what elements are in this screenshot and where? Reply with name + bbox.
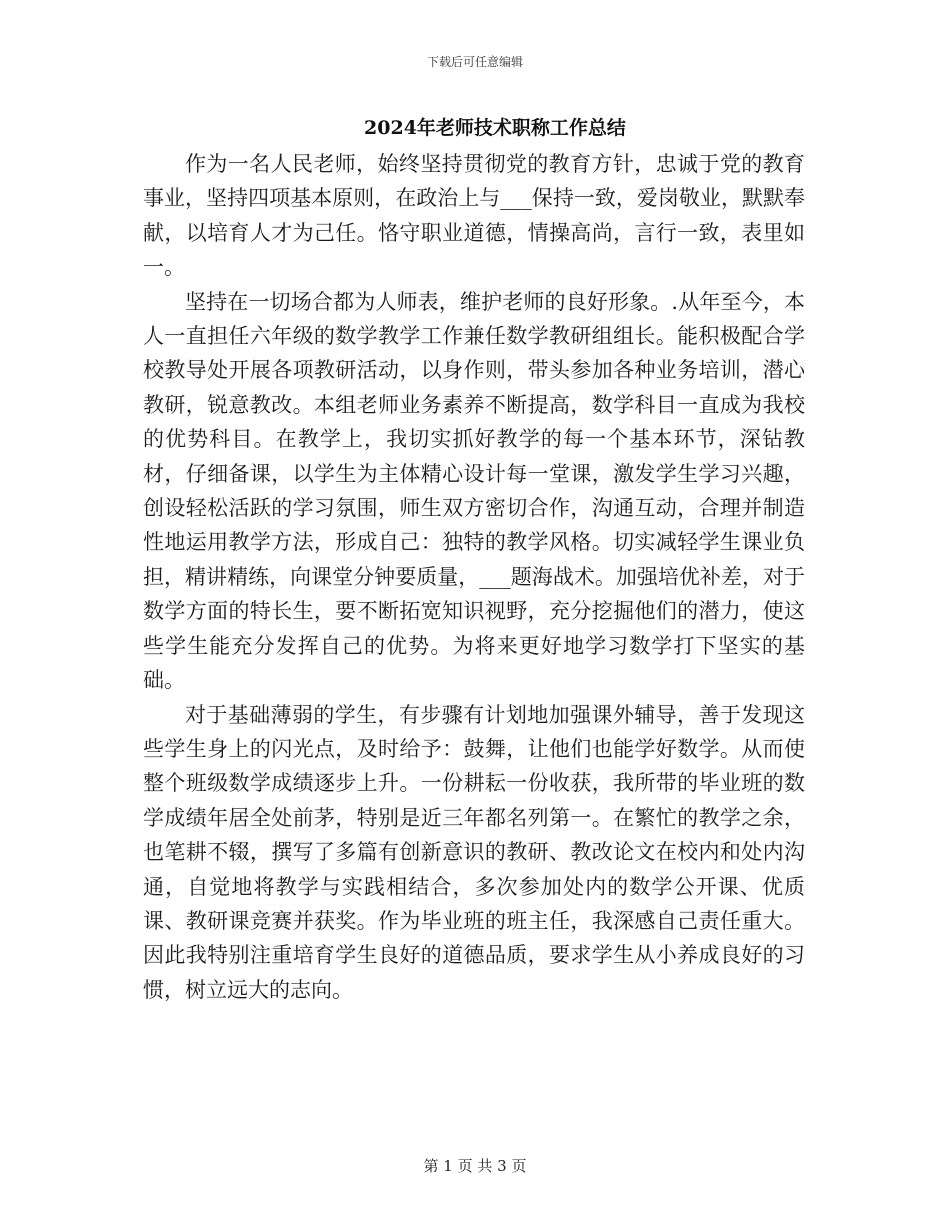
paragraph-2: 坚持在一切场合都为人师表，维护老师的良好形象。.从年至今，本人一直担任六年级的数学教学工作兼任数学教研组组长。能积极配合学校教导处开展各项教研活动，以身作则，带头参加各种业务培训，潜心教研，锐意教改。本组老师业务素养不断提高，数学科目一直成为我校的优势科目。在教学上，我切实抓好教学的每一个基本环节，深钻教材，仔细备课，以学生为主体精心设计每一堂课，激发学生学习兴趣，创设轻松活跃的学习氛围，师生双方密切合作，沟通互动，合理并制造性地运用教学方法，形成自己：独特的教学风格。切实减轻学生课业负担，精讲精练，向课堂分钟要质量，___题海战术。加强培优补差，对于数学方面的特长生，要不断拓宽知识视野，充分挖掘他们的潜力，使这些学生能充分发挥自己的优势。为将来更好地学习数学打下坚实的基础。: [143, 289, 805, 693]
document-title: 2024年老师技术职称工作总结: [364, 117, 626, 139]
page-header-note: 下载后可任意编辑: [426, 55, 523, 69]
paragraph-1: 作为一名人民老师，始终坚持贯彻党的教育方针，忠诚于党的教育事业，坚持四项基本原则，在政治上与___保持一致，爱岗敬业，默默奉献，以培育人才为己任。恪守职业道德，情操高尚，言行一致，表里如一。: [143, 152, 805, 280]
page-number: 第 1 页 共 3 页: [423, 1157, 527, 1175]
paragraph-3: 对于基础薄弱的学生，有步骤有计划地加强课外辅导，善于发现这些学生身上的闪光点，及时给予：鼓舞，让他们也能学好数学。从而使整个班级数学成绩逐步上升。一份耕耘一份收获，我所带的毕业班的数学成绩年居全处前茅，特别是近三年都名列第一。在繁忙的教学之余，也笔耕不辍，撰写了多篇有创新意识的教研、教改论文在校内和处内沟通，自觉地将教学与实践相结合，多次参加处内的数学公开课、优质课、教研课竞赛并获奖。作为毕业班的班主任，我深感自己责任重大。因此我特别注重培育学生良好的道德品质，要求学生从小养成良好的习惯，树立远大的志向。: [143, 702, 805, 1002]
document-body: [143, 147, 805, 1007]
